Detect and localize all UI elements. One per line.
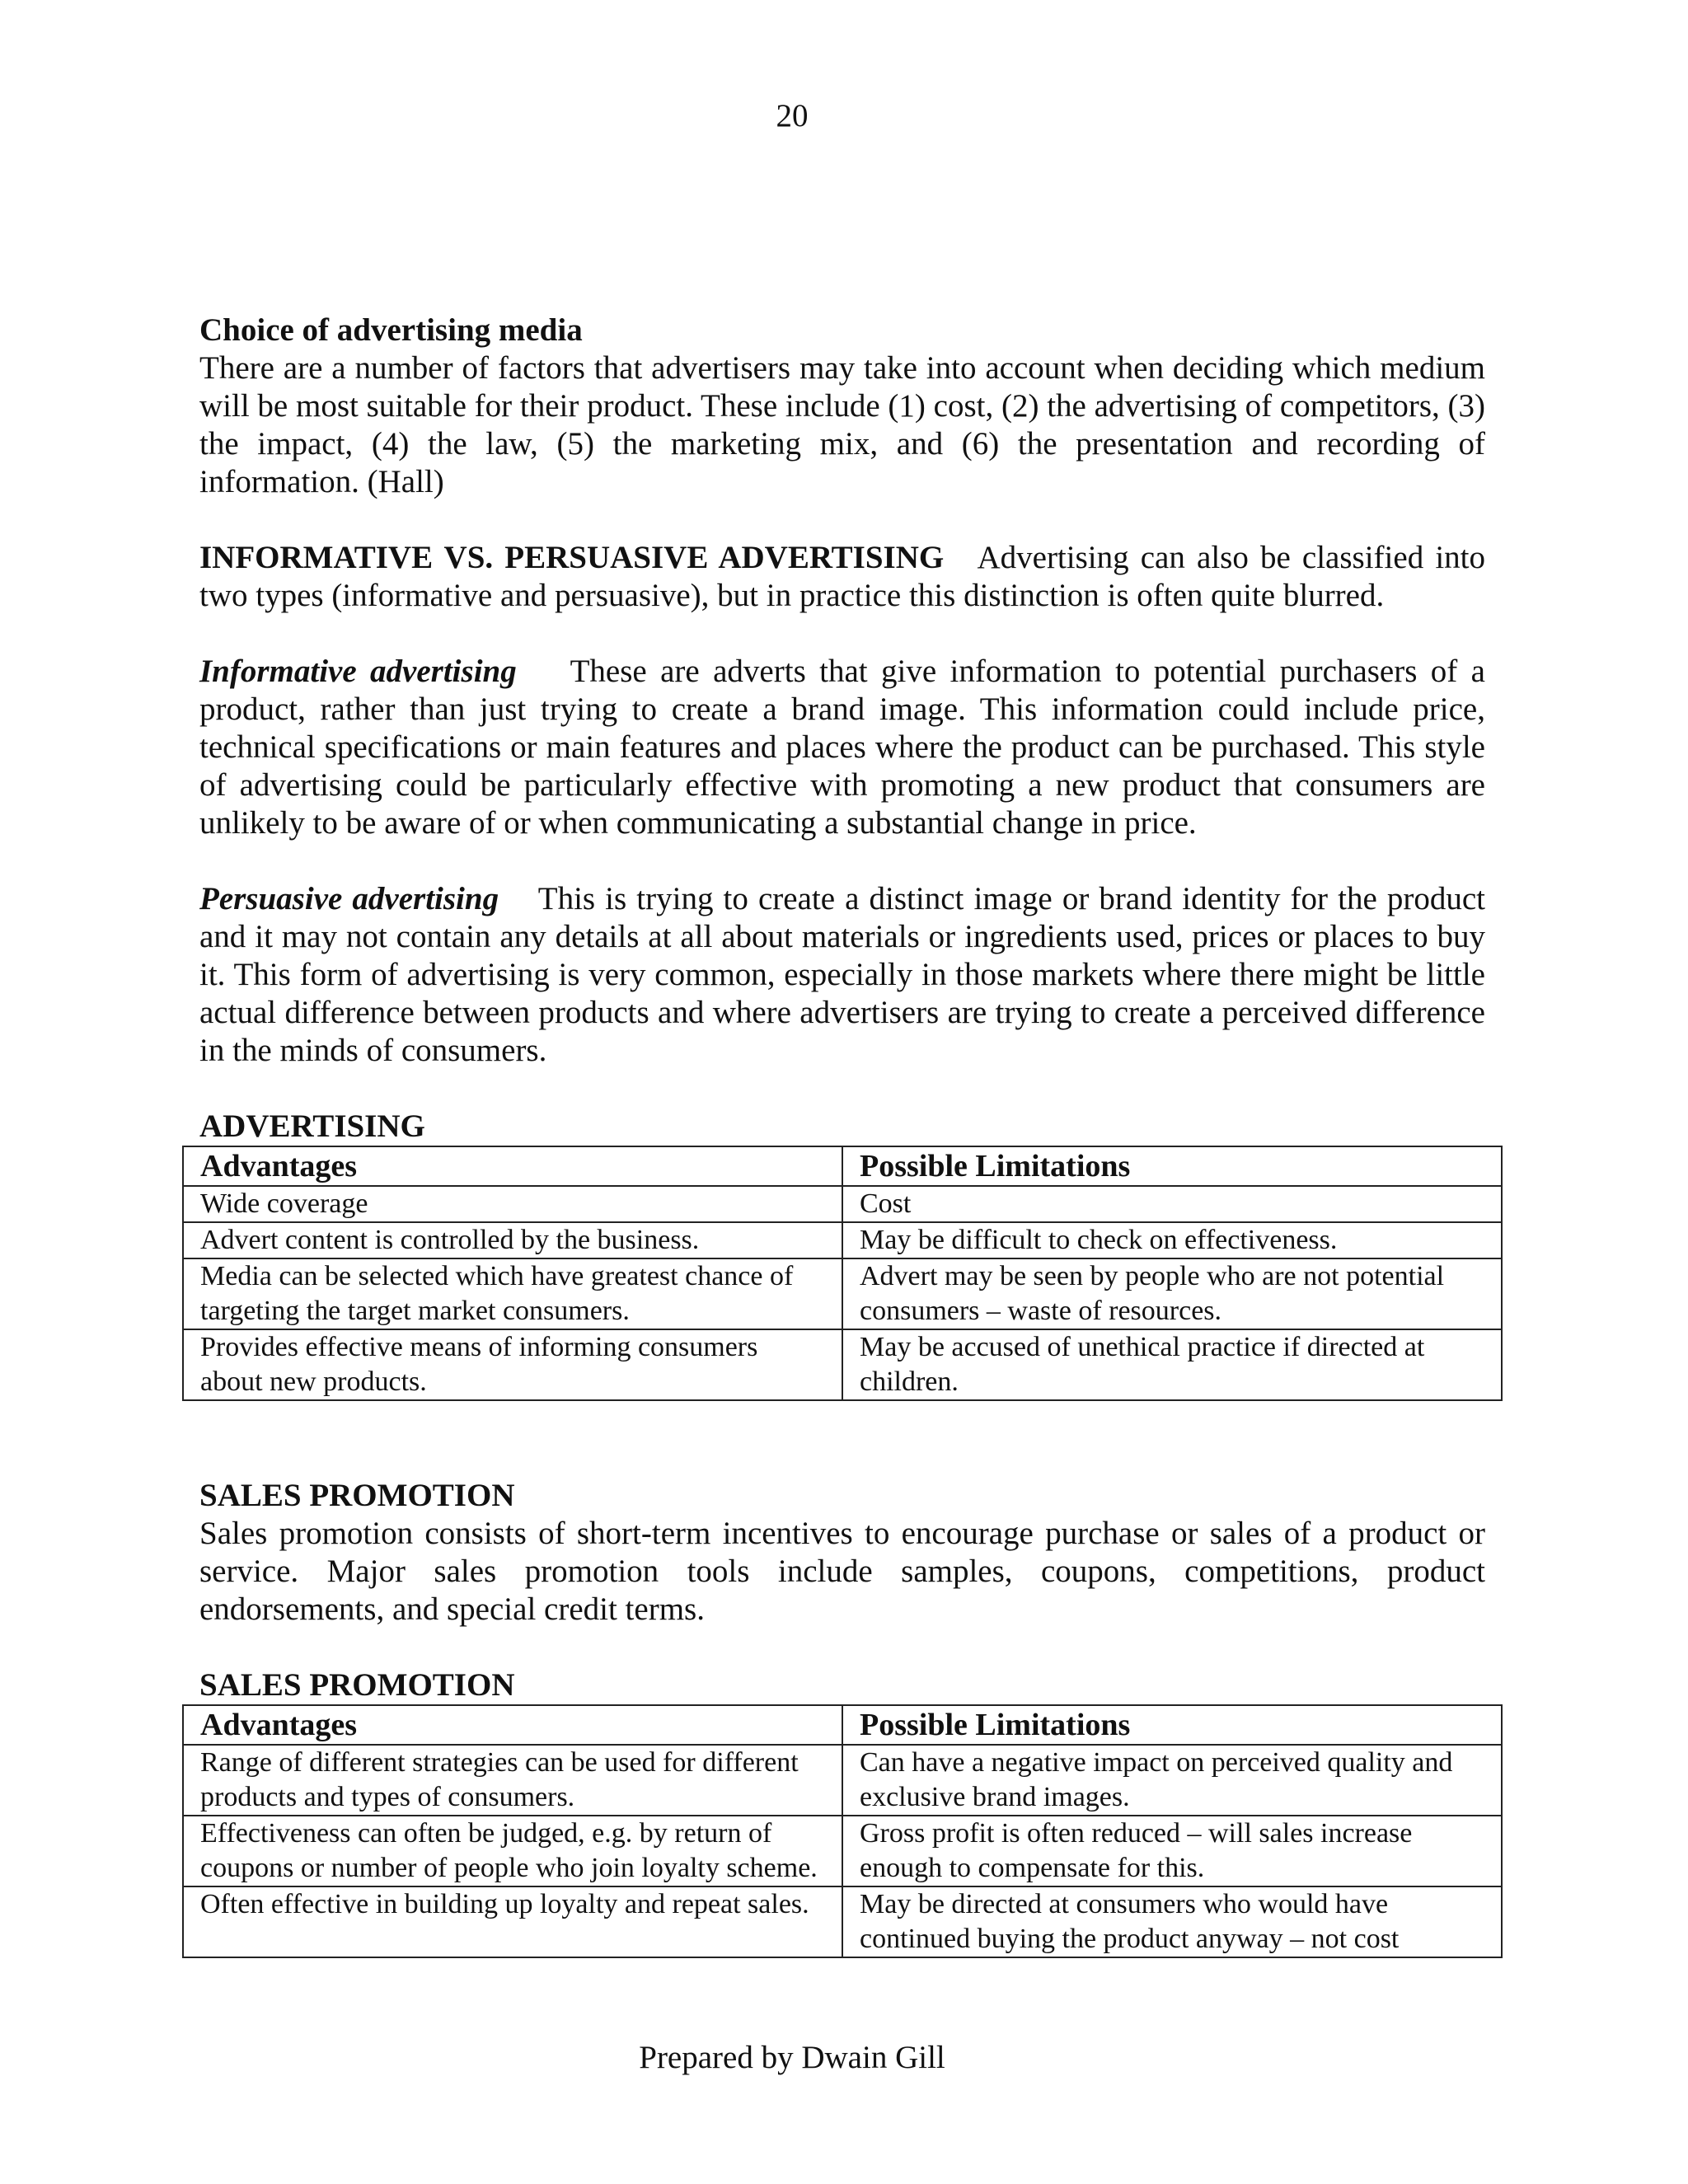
table-header-row <box>183 1146 1502 1186</box>
table-cell: Can have a negative impact on perceived quality and exclusive brand images. <box>842 1745 1502 1816</box>
persuasive-text: This is trying to create a distinct image or brand identity for the product and it may not contain any details at all about materials or ingredients used, prices or places to buy it. This form of advertising is very common, especially in those markets where there might be little actual difference between products and where advertisers are trying to create a perceived difference in the minds of consumers. <box>199 881 1485 1068</box>
page-number: 20 <box>776 98 809 134</box>
table-cell: Gross profit is often reduced – will sales increase enough to compensate for this. <box>842 1816 1502 1886</box>
advertising-table-title: ADVERTISING <box>199 1108 425 1144</box>
table-row <box>183 1222 1502 1258</box>
sales-promotion-heading: SALES PROMOTION <box>199 1478 515 1513</box>
table-cell: Range of different strategies can be used for different products and types of consumers. <box>183 1745 842 1816</box>
table-cell: Wide coverage <box>183 1186 842 1222</box>
sales-promotion-paragraph: Sales promotion consists of short-term incentives to encourage purchase or sales of a product or service. Major sales promotion tools include samples, coupons, competitions, product endorsements, and special credit terms. <box>199 1516 1485 1627</box>
informative-heading: Informative advertising <box>199 654 517 689</box>
informative-vs-persuasive-text: Advertising can also be classified into two types (informative and persuasive), but in practice this distinction is often quite blurred. <box>199 540 1485 613</box>
table-cell: Advert content is controlled by the business. <box>183 1222 842 1258</box>
table-header-cell: Advantages <box>183 1705 842 1745</box>
table-cell: Cost <box>842 1186 1502 1222</box>
table-header-cell: Possible Limitations <box>842 1705 1502 1745</box>
table-row <box>183 1816 1502 1886</box>
sales-promotion-table <box>182 1704 1503 1958</box>
table-cell: May be directed at consumers who would have continued buying the product anyway – not cost <box>842 1886 1502 1957</box>
table-cell: Effectiveness can often be judged, e.g. by return of coupons or number of people who join loyalty scheme. <box>183 1816 842 1886</box>
persuasive-heading: Persuasive advertising <box>199 881 499 916</box>
table-header-cell: Advantages <box>183 1146 842 1186</box>
table-header-cell: Possible Limitations <box>842 1146 1502 1186</box>
table-cell: Often effective in building up loyalty and repeat sales. <box>183 1886 842 1957</box>
table-cell: Media can be selected which have greatest chance of targeting the target market consumers. <box>183 1258 842 1329</box>
informative-vs-persuasive-paragraph <box>199 539 1485 615</box>
table-cell: Advert may be seen by people who are not potential consumers – waste of resources. <box>842 1258 1502 1329</box>
table-row <box>183 1186 1502 1222</box>
choice-heading: Choice of advertising media <box>199 312 583 348</box>
table-row <box>183 1745 1502 1816</box>
persuasive-paragraph <box>199 880 1485 1070</box>
table-cell: May be accused of unethical practice if directed at children. <box>842 1329 1502 1400</box>
table-row <box>183 1329 1502 1400</box>
informative-vs-persuasive-heading: INFORMATIVE VS. PERSUASIVE ADVERTISING <box>199 540 945 575</box>
sales-promotion-table-title: SALES PROMOTION <box>199 1667 515 1703</box>
table-cell: May be difficult to check on effectiveness. <box>842 1222 1502 1258</box>
page-content <box>199 312 1485 1958</box>
table-cell: Provides effective means of informing consumers about new products. <box>183 1329 842 1400</box>
table-header-row <box>183 1705 1502 1745</box>
informative-text: These are adverts that give information to potential purchasers of a product, rather than just trying to create a brand image. This information could include price, technical specifications or main features and places where the product can be purchased. This style of advertising could be particularly effective with promoting a new product that consumers are unlikely to be aware of or when communicating a substantial change in price. <box>199 654 1485 841</box>
table-row <box>183 1886 1502 1957</box>
choice-paragraph: There are a number of factors that advertisers may take into account when deciding which medium will be most suitable for their product. These include (1) cost, (2) the advertising of competitors, (3) the impact, (4) the law, (5) the marketing mix, and (6) the presentation and recording of information. (Hall) <box>199 350 1485 499</box>
advertising-table <box>182 1146 1503 1401</box>
page-footer: Prepared by Dwain Gill <box>639 2040 945 2075</box>
table-row <box>183 1258 1502 1329</box>
informative-paragraph <box>199 653 1485 842</box>
